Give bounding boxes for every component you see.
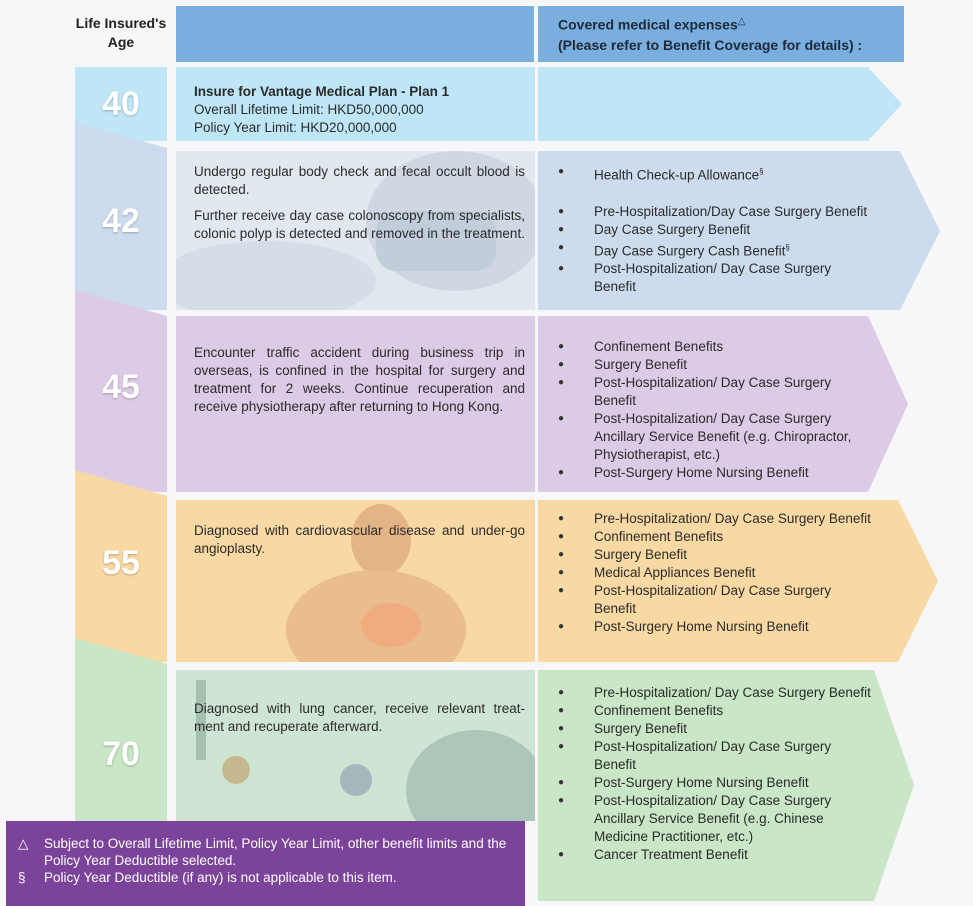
benefit-item: ● Health Check-up Allowance§ [558,163,874,185]
footnote-box [6,821,525,906]
benefit-list-45 [538,316,874,482]
benefit-item: ● Confinement Benefits [558,338,874,356]
benefit-item: ● Post-Hospitalization/ Day Case Surgery Benefit [558,582,874,618]
benefit-item: ● Post-Hospitalization/ Day Case Surgery Benefit [558,738,874,774]
footnote-section [18,869,513,886]
benefit-list-42 [538,151,874,296]
footnote-triangle [18,835,513,869]
coverage-header-title: Covered medical expenses [558,16,738,33]
benefit-list-70 [538,670,874,864]
benefit-item: ● Cancer Treatment Benefit [558,846,874,864]
benefit-item: ● Post-Hospitalization/ Day Case Surgery Ancillary Service Benefit (e.g. Chiropractor, Physiotherapist, etc.) [558,410,874,464]
section-symbol: § [18,870,26,885]
benefit-item: ● Post-Hospitalization/ Day Case Surgery Ancillary Service Benefit (e.g. Chinese Medicine Practitioner, etc.) [558,792,874,846]
lifetime-limit: Overall Lifetime Limit: HKD50,000,000 [194,102,424,117]
benefit-item: ● Pre-Hospitalization/ Day Case Surgery Benefit [558,684,874,702]
benefit-item: ● Surgery Benefit [558,356,874,374]
coverage-header-note: (Please refer to Benefit Coverage for details) : [558,36,863,53]
age-label-40: 40 [102,84,140,123]
scenario-text-40 [176,67,535,141]
age-label-70: 70 [102,735,140,773]
scenario-paragraph: Undergo regular body check and fecal occult blood is detected. [194,164,525,197]
benefit-item: ● Post-Surgery Home Nursing Benefit [558,774,874,792]
policy-year-limit: Policy Year Limit: HKD20,000,000 [194,120,397,135]
plan-title: Insure for Vantage Medical Plan - Plan 1 [194,84,450,99]
footnote-text: Policy Year Deductible (if any) is not applicable to this item. [44,870,397,885]
benefit-item: ● Confinement Benefits [558,528,874,546]
triangle-symbol: △ [18,836,29,851]
benefit-item: ● Day Case Surgery Benefit [558,221,874,239]
benefit-list-55 [538,500,874,636]
benefit-arrow-40 [538,67,904,141]
benefit-item: ● Surgery Benefit [558,546,874,564]
benefit-item: ● Pre-Hospitalization/Day Case Surgery Benefit [558,203,874,221]
age-label-55: 55 [102,543,140,582]
age-column-header: Life Insured's Age [75,15,167,50]
scenario-text-55 [176,500,535,662]
benefit-item: ● Post-Hospitalization/ Day Case Surgery Benefit [558,374,874,410]
scenario-text-45 [176,316,535,492]
benefit-item: ● Surgery Benefit [558,720,874,738]
scenario-text-42 [176,151,535,310]
triangle-mark: △ [737,16,746,27]
coverage-column-header [538,6,904,62]
benefit-item: ● Day Case Surgery Cash Benefit§ [558,239,874,261]
scenario-paragraph: Encounter traffic accident during business trip in overseas, is confined in the hospital for surgery and treatment for 2 weeks. Continue recuperation and receive physiotherapy after returning to Hong Kong. [194,345,525,414]
benefit-item: ● Pre-Hospitalization/ Day Case Surgery Benefit [558,510,874,528]
benefit-item: ● Post-Hospitalization/ Day Case Surgery Benefit [558,260,874,296]
scenario-paragraph: Diagnosed with cardiovascular disease and under-go angioplasty. [194,523,525,556]
scenario-paragraph: Diagnosed with lung cancer, receive relevant treat-ment and recuperate afterward. [194,701,525,734]
age-label-45: 45 [102,368,140,406]
scenario-paragraph: Further receive day case colonoscopy from specialists, colonic polyp is detected and removed in the treatment. [194,208,525,241]
benefit-item: ● Confinement Benefits [558,702,874,720]
benefit-item: ● Post-Surgery Home Nursing Benefit [558,464,874,482]
age-label-42: 42 [102,201,140,240]
scenario-column-header [176,6,534,62]
benefit-item: ● Medical Appliances Benefit [558,564,874,582]
scenario-text-70 [176,670,535,821]
benefit-item: ● Post-Surgery Home Nursing Benefit [558,618,874,636]
footnote-text: Subject to Overall Lifetime Limit, Policy Year Limit, other benefit limits and the Policy Year Deductible selected. [44,836,507,868]
